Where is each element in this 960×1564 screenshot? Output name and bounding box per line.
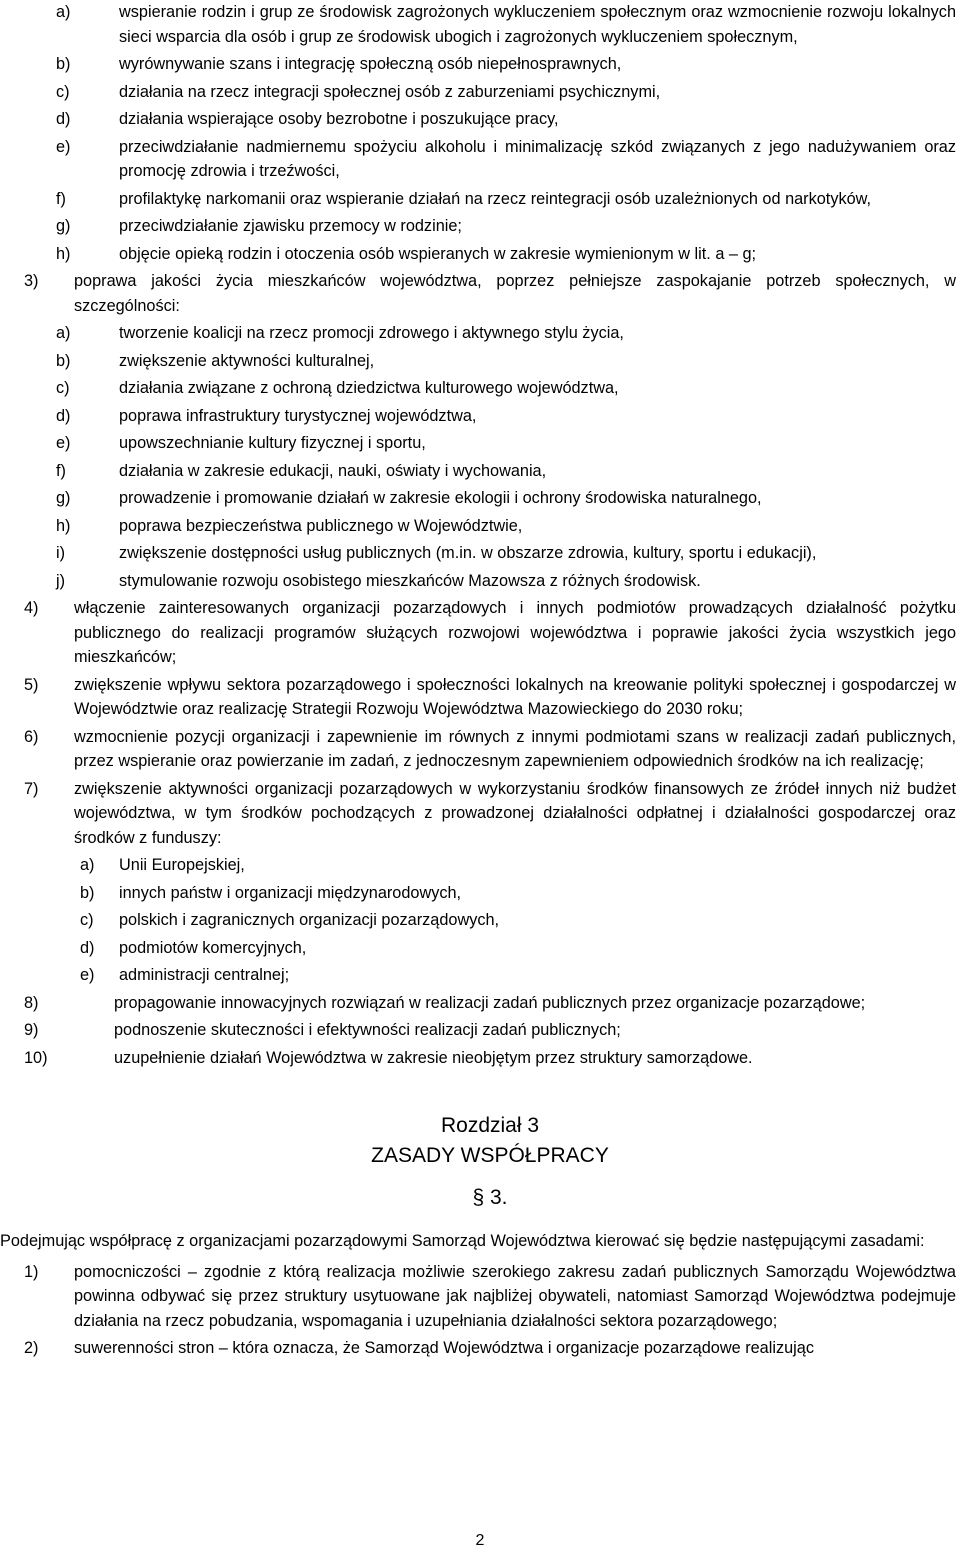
list-marker: f): [56, 189, 66, 208]
list-item: [24, 541, 956, 566]
list-marker: 10): [24, 1048, 48, 1067]
section-number: § 3.: [472, 1186, 508, 1209]
chapter-number: Rozdział 3: [440, 1114, 540, 1137]
list-marker: c): [56, 82, 70, 101]
list-item: [24, 963, 956, 988]
list-item: [24, 777, 956, 851]
list-text: działania wspierające osoby bezrobotne i poszukujące pracy,: [119, 110, 559, 128]
list-text: podnoszenie skuteczności i efektywności realizacji zadań publicznych;: [114, 1021, 621, 1039]
list-item-3: [24, 269, 956, 318]
list-marker: 3): [24, 272, 39, 290]
list-item: [24, 135, 956, 184]
list-marker: f): [56, 461, 66, 480]
list-marker: 2): [24, 1339, 39, 1357]
list-text: włączenie zainteresowanych organizacji pozarządowych i innych podmiotów prowadzących działalność pożytku publicznego do realizacji programów służących rozwojowi województwa i poprawie jakości życia wszystkich jego mieszkańców;: [74, 599, 956, 666]
list-item: [24, 853, 956, 878]
list-item: [24, 107, 956, 132]
list-text: zwiększenie wpływu sektora pozarządowego i społeczności lokalnych na kreowanie polityki społecznej i gospodarczej w Województwie oraz realizację Strategii Rozwoju Województwa Mazowieckiego do 2030 roku;: [74, 675, 956, 718]
list-funds: [24, 853, 956, 988]
list-text: propagowanie innowacyjnych rozwiązań w realizacji zadań publicznych przez organizacje pozarządowe;: [114, 993, 866, 1012]
list-item: [24, 459, 956, 484]
list-marker: a): [56, 324, 71, 342]
list-text: profilaktykę narkomanii oraz wspieranie działań na rzecz reintegracji osób uzależnionych od narkotyków,: [119, 189, 872, 208]
list-item: [24, 1260, 956, 1334]
list-marker: 5): [24, 675, 39, 694]
list-text: działania związane z ochroną dziedzictwa kulturowego województwa,: [119, 379, 619, 397]
list-social-support: [24, 0, 956, 266]
list-text: wyrównywanie szans i integrację społeczną osób niepełnosprawnych,: [119, 55, 622, 73]
list-marker: 7): [24, 779, 39, 798]
list-marker: g): [56, 217, 71, 235]
list-text: poprawa bezpieczeństwa publicznego w Województwie,: [119, 516, 523, 535]
list-marker: j): [56, 571, 66, 590]
chapter-title: ZASADY WSPÓŁPRACY: [371, 1144, 609, 1167]
list-text: wzmocnienie pozycji organizacji i zapewnienie im równych z innymi podmiotami szans w realizacji zadań publicznych, przez wspieranie oraz powierzanie im zadań, z jednoczesnym zapewnieniem odpowiednich środków na ich realizację;: [74, 727, 956, 770]
list-text: wspieranie rodzin i grup ze środowisk zagrożonych wykluczeniem społecznym oraz wzmocnienie rozwoju lokalnych sieci wsparcia dla osób i grup ze środowisk ubogich i zagrożonych wykluczeniem społecznym,: [119, 3, 956, 46]
list-item: [24, 908, 956, 933]
list-text: uzupełnienie działań Województwa w zakresie nieobjętym przez struktury samorządowe.: [114, 1048, 753, 1067]
list-item: [24, 242, 956, 267]
list-text: upowszechnianie kultury fizycznej i sportu,: [119, 434, 426, 452]
list-marker: 6): [24, 727, 39, 746]
list-text: zwiększenie aktywności kulturalnej,: [119, 351, 375, 370]
list-marker: c): [80, 911, 94, 929]
page-number: 2: [475, 1532, 485, 1549]
list-item: [24, 569, 956, 594]
list-marker: 1): [24, 1262, 39, 1281]
list-item: [24, 321, 956, 346]
list-marker: c): [56, 379, 70, 397]
list-item: [24, 1046, 956, 1071]
list-marker: i): [56, 544, 66, 562]
list-text: podmiotów komercyjnych,: [119, 938, 307, 957]
list-marker: a): [56, 3, 71, 21]
list-item: [24, 725, 956, 774]
list-item: [24, 881, 956, 906]
list-marker: b): [56, 55, 71, 73]
list-text: zwiększenie aktywności organizacji pozarządowych w wykorzystaniu środków finansowych ze źródeł innych niż budżet województwa, w tym środków pochodzących z prowadzonej działalności odpłatnej i działalności gospodarczej oraz środków z funduszy:: [74, 779, 956, 847]
list-text: tworzenie koalicji na rzecz promocji zdrowego i aktywnego stylu życia,: [119, 324, 624, 342]
list-item: [24, 80, 956, 105]
list-marker: 4): [24, 599, 39, 617]
list-marker: b): [80, 883, 95, 902]
list-marker: e): [56, 434, 71, 452]
list-text: stymulowanie rozwoju osobistego mieszkańców Mazowsza z różnych środowisk.: [119, 571, 701, 590]
list-text: zwiększenie dostępności usług publicznych (m.in. w obszarze zdrowia, kultury, sportu i edukacji),: [119, 544, 817, 562]
list-marker: h): [56, 516, 71, 535]
list-item: [24, 187, 956, 212]
list-marker: h): [56, 244, 71, 263]
list-items-4-7: [24, 596, 956, 850]
list-text: Unii Europejskiej,: [119, 856, 245, 874]
list-item: [24, 404, 956, 429]
intro-paragraph: Podejmując współpracę z organizacjami pozarządowymi Samorząd Województwa kierować się będzie następującymi zasadami:: [0, 1232, 925, 1250]
list-text: pomocniczości – zgodnie z którą realizacja możliwie szerokiego zakresu zadań publicznych Samorządu Województwa powinna odbywać się przez struktury usytuowane jak najbliżej obywateli, natomiast Samorząd Województwa podejmuje działania na rzecz pobudzania, wspomagania i uzupełniania działalności sektora pozarządowego;: [74, 1262, 956, 1330]
list-item: [24, 673, 956, 722]
list-text: innych państw i organizacji międzynarodowych,: [119, 883, 462, 902]
list-marker: e): [80, 966, 95, 984]
list-item: [24, 431, 956, 456]
list-text: przeciwdziałanie nadmiernemu spożyciu alkoholu i minimalizację szkód związanych z jego nadużywaniem oraz promocję zdrowia i trzeźwości,: [119, 137, 956, 180]
list-item: [24, 1336, 956, 1361]
list-text: przeciwdziałanie zjawisku przemocy w rodzinie;: [119, 217, 462, 235]
list-item: [24, 376, 956, 401]
list-text: polskich i zagranicznych organizacji pozarządowych,: [119, 911, 500, 929]
list-item: [24, 486, 956, 511]
list-marker: a): [80, 856, 95, 874]
list-item: [24, 52, 956, 77]
list-marker: e): [56, 137, 71, 156]
list-text: suwerenności stron – która oznacza, że Samorząd Województwa i organizacje pozarządowe realizując: [74, 1339, 814, 1357]
list-item: [24, 514, 956, 539]
list-marker: 9): [24, 1021, 39, 1039]
list-marker: d): [56, 406, 71, 425]
list-item: [24, 1018, 956, 1043]
list-text: poprawa infrastruktury turystycznej województwa,: [119, 406, 477, 425]
list-item: [24, 936, 956, 961]
list-items-8-10: [24, 991, 956, 1071]
list-text: poprawa jakości życia mieszkańców województwa, poprzez pełniejsze zaspokajanie potrzeb społecznych, w szczególności:: [74, 272, 956, 315]
list-item: [24, 596, 956, 670]
list-marker: d): [56, 110, 71, 128]
list-principles: [24, 1260, 956, 1361]
list-text: prowadzenie i promowanie działań w zakresie ekologii i ochrony środowiska naturalnego,: [119, 489, 762, 507]
list-marker: b): [56, 351, 71, 370]
list-item: [24, 349, 956, 374]
list-marker: g): [56, 489, 71, 507]
list-quality-of-life: [24, 321, 956, 593]
list-item: [24, 0, 956, 49]
list-item: [24, 214, 956, 239]
list-text: administracji centralnej;: [119, 966, 290, 984]
list-text: działania w zakresie edukacji, nauki, oświaty i wychowania,: [119, 461, 547, 480]
list-text: objęcie opieką rodzin i otoczenia osób wspieranych w zakresie wymienionym w lit. a – g;: [119, 244, 757, 263]
list-marker: 8): [24, 993, 39, 1012]
list-marker: d): [80, 938, 95, 957]
list-text: działania na rzecz integracji społecznej osób z zaburzeniami psychicznymi,: [119, 82, 661, 101]
list-item: [24, 991, 956, 1016]
